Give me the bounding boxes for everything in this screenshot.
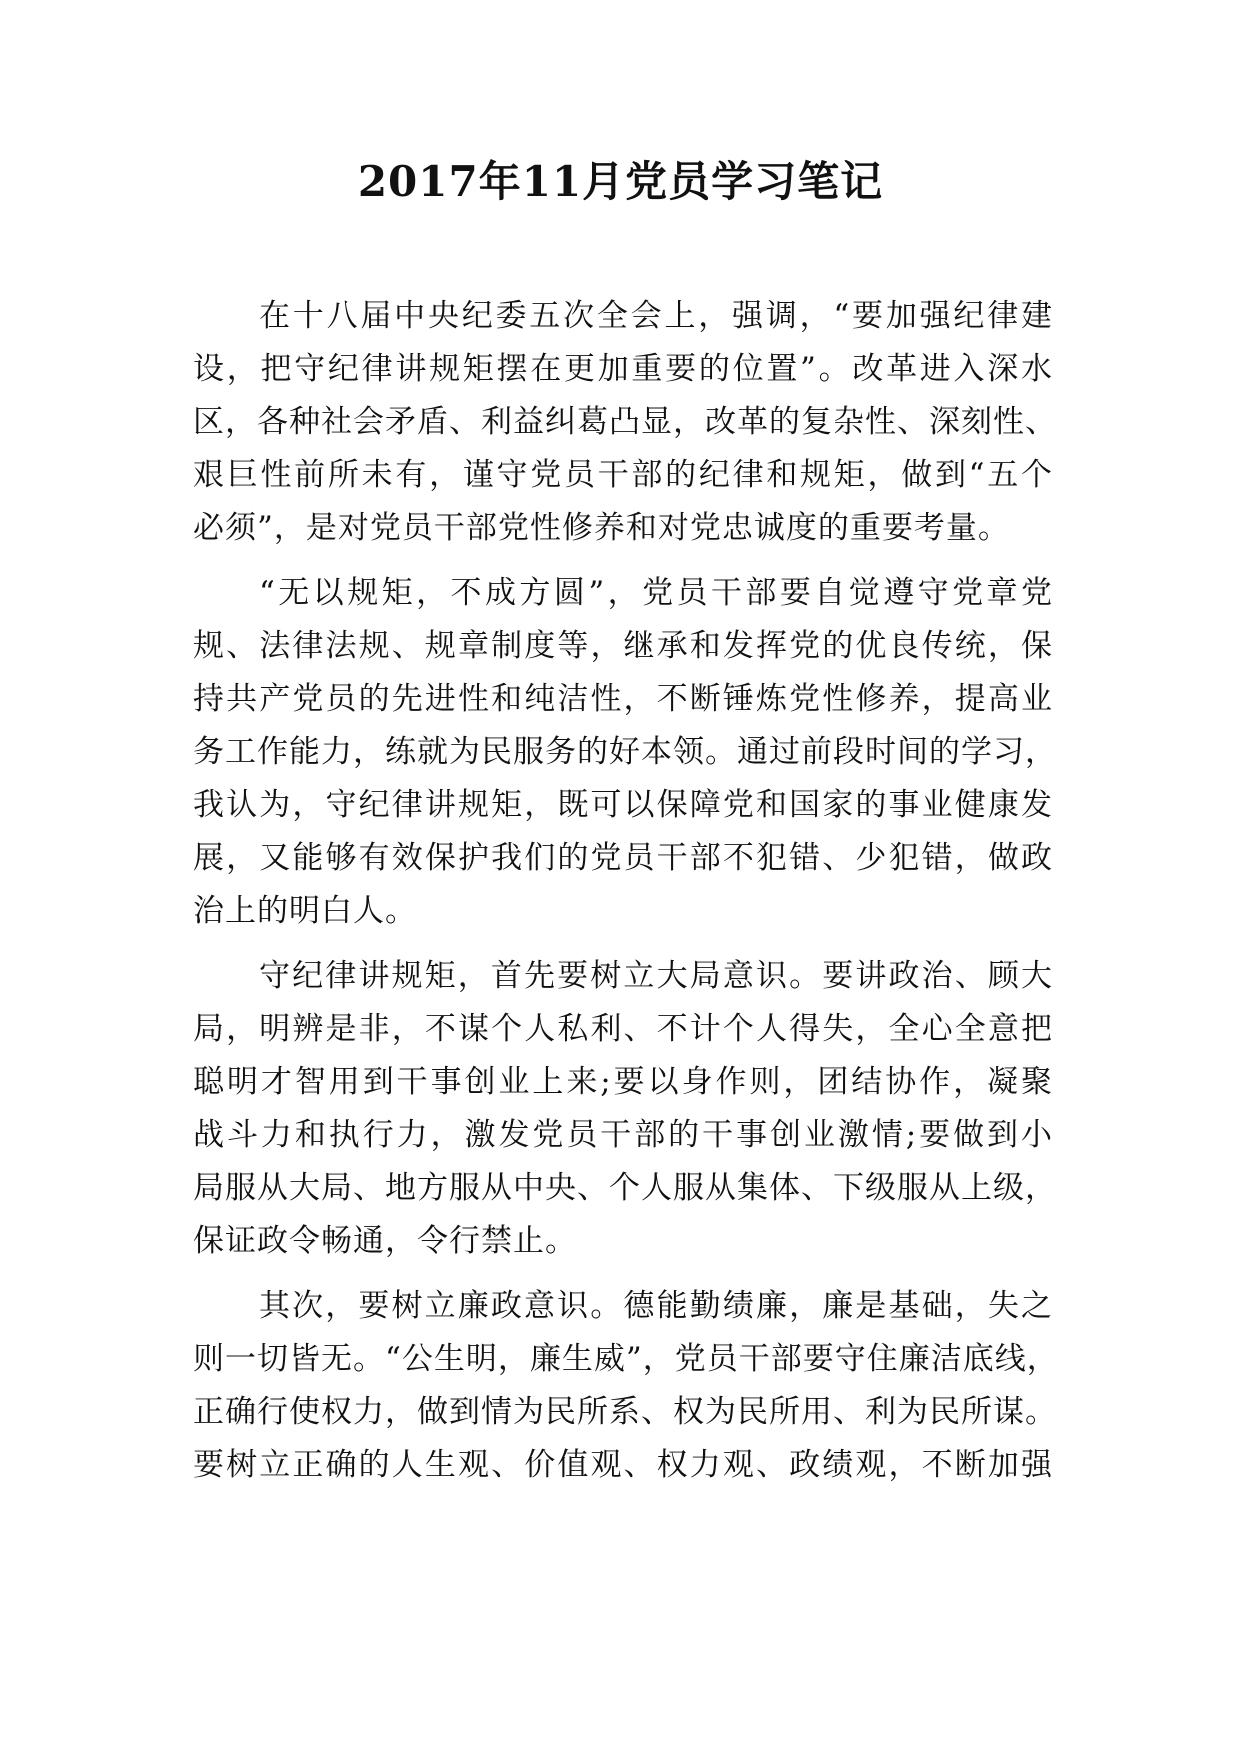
text-line: 艰巨性前所未有，谨守党员干部的纪律和规矩，做到“五个 (193, 457, 1053, 493)
paragraph (193, 950, 1057, 1268)
text-line: 治上的明白人。 (193, 893, 417, 929)
document-body (193, 290, 1059, 1492)
paragraph-gap (193, 1268, 1053, 1280)
text-line: 正确行使权力，做到情为民所系、权为民所用、利为民所谋。 (193, 1394, 1057, 1430)
paragraph-gap (193, 938, 1053, 950)
text-line: 我认为，守纪律讲规矩，既可以保障党和国家的事业健康发 (193, 787, 1053, 823)
paragraph (193, 1280, 1059, 1492)
text-line: 展，又能够有效保护我们的党员干部不犯错、少犯错，做政 (193, 840, 1053, 876)
text-line: 要树立正确的人生观、价值观、权力观、政绩观，不断加强 (193, 1447, 1053, 1483)
text-line: 则一切皆无。“公生明，廉生威”，党员干部要守住廉洁底线， (193, 1341, 1059, 1377)
text-line: 战斗力和执行力，激发党员干部的干事创业激情;要做到小 (193, 1117, 1053, 1153)
text-line: 必须”，是对党员干部党性修养和对党忠诚度的重要考量。 (193, 510, 1010, 546)
text-line: 局服从大局、地方服从中央、个人服从集体、下级服从上级， (193, 1170, 1057, 1206)
text-line: 规、法律法规、规章制度等，继承和发挥党的优良传统，保 (193, 628, 1053, 664)
text-line: 务工作能力，练就为民服务的好本领。通过前段时间的学习， (193, 734, 1057, 770)
text-line: 持共产党员的先进性和纯洁性，不断锤炼党性修养，提高业 (193, 681, 1053, 717)
text-line: 保证政令畅通，令行禁止。 (193, 1223, 577, 1259)
text-line: 在十八届中央纪委五次全会上，强调，“要加强纪律建 (259, 298, 1053, 334)
paragraph (193, 567, 1057, 938)
text-line: 聪明才智用到干事创业上来;要以身作则，团结协作，凝聚 (193, 1064, 1053, 1100)
text-line: 守纪律讲规矩，首先要树立大局意识。要讲政治、顾大 (259, 958, 1053, 994)
page-title: 2017年11月党员学习笔记 (357, 157, 884, 206)
text-line: “无以规矩，不成方圆”，党员干部要自觉遵守党章党 (259, 575, 1053, 611)
paragraph (193, 290, 1057, 555)
text-line: 局，明辨是非，不谋个人私利、不计个人得失，全心全意把 (193, 1011, 1053, 1047)
text-line: 其次，要树立廉政意识。德能勤绩廉，廉是基础，失之 (259, 1288, 1053, 1324)
text-line: 区，各种社会矛盾、利益纠葛凸显，改革的复杂性、深刻性、 (193, 404, 1057, 440)
text-line: 设，把守纪律讲规矩摆在更加重要的位置”。改革进入深水 (193, 351, 1053, 387)
paragraph-gap (193, 555, 1053, 567)
